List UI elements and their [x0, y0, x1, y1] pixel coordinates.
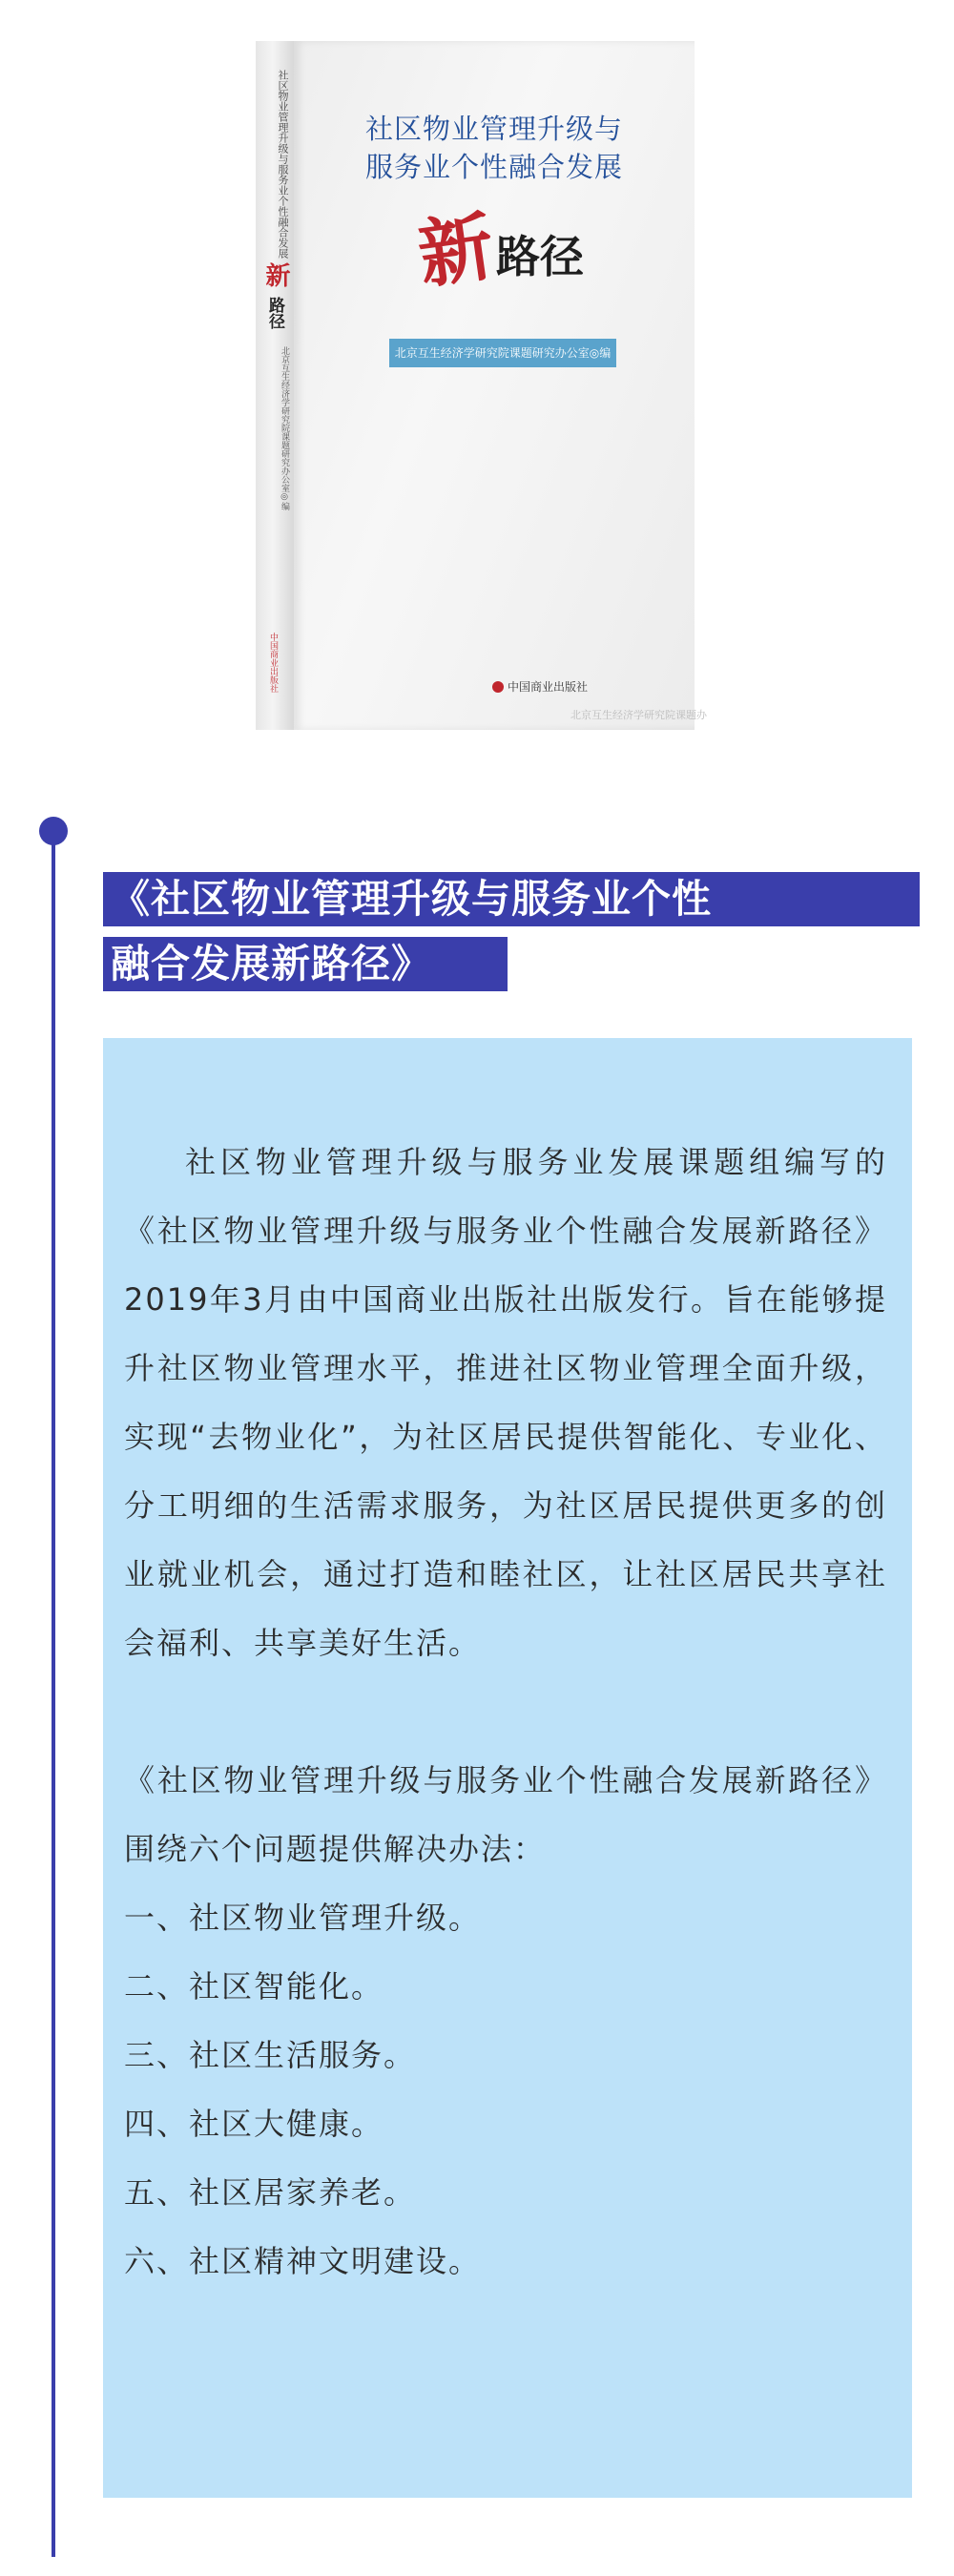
cover-publisher	[492, 678, 588, 695]
cover-editor-band: 北京互生经济学研究院课题研究办公室◎编	[389, 339, 616, 367]
list-item: 六、社区精神文明建设。	[124, 2243, 482, 2279]
section-heading-line1: 《社区物业管理升级与服务业个性	[103, 872, 920, 926]
cover-watermark: 北京互生经济学研究院课题办	[570, 709, 707, 721]
list-item: 三、社区生活服务。	[124, 2037, 417, 2073]
content-text	[124, 1038, 887, 2296]
cover-publisher-name: 中国商业出版社	[508, 680, 589, 694]
solutions-paragraph: 《社区物业管理升级与服务业个性融合发展新路径》围绕六个问题提供解决办法：	[124, 1762, 887, 1867]
list-item: 二、社区智能化。	[124, 1968, 384, 2005]
publisher-logo-icon	[492, 681, 504, 693]
spine-lujing: 路径	[265, 297, 284, 329]
cover-title-line2: 服务业个性融合发展	[364, 151, 623, 183]
cover-title-line1: 社区物业管理升级与	[364, 113, 623, 145]
timeline-line	[52, 830, 55, 2557]
spine-editor: 北京互生经济学研究院课题研究办公室◎编	[280, 346, 289, 510]
list-item: 五、社区居家养老。	[124, 2174, 417, 2211]
book-cover-image	[256, 41, 707, 730]
section-heading-line2: 融合发展新路径》	[103, 937, 508, 991]
list-item: 四、社区大健康。	[124, 2106, 384, 2142]
timeline-dot	[39, 817, 68, 845]
intro-paragraph: 社区物业管理升级与服务业发展课题组编写的《社区物业管理升级与服务业个性融合发展新路径》2019年3月由中国商业出版社出版发行。旨在能够提升社区物业管理水平，推进社区物业管理全面升级，实现“去物业化”，为社区居民提供智能化、专业化、分工明细的生活需求服务，为社区居民提供更多的创业就业机会，通过打造和睦社区，让社区居民共享社会福利、共享美好生活。	[124, 1144, 887, 1661]
cover-title-xin: 新	[412, 202, 499, 300]
spine-xin: 新	[261, 262, 290, 287]
cover-title-lujing: 路径	[496, 231, 584, 282]
spine-title: 社区物业管理升级与服务业个性融合发展	[277, 70, 289, 259]
spine-publisher: 中国商业出版社	[268, 633, 278, 693]
book-spine	[256, 41, 294, 730]
list-item: 一、社区物业管理升级。	[124, 1900, 482, 1936]
content-box	[103, 1038, 912, 2498]
book-front-cover	[294, 41, 707, 730]
